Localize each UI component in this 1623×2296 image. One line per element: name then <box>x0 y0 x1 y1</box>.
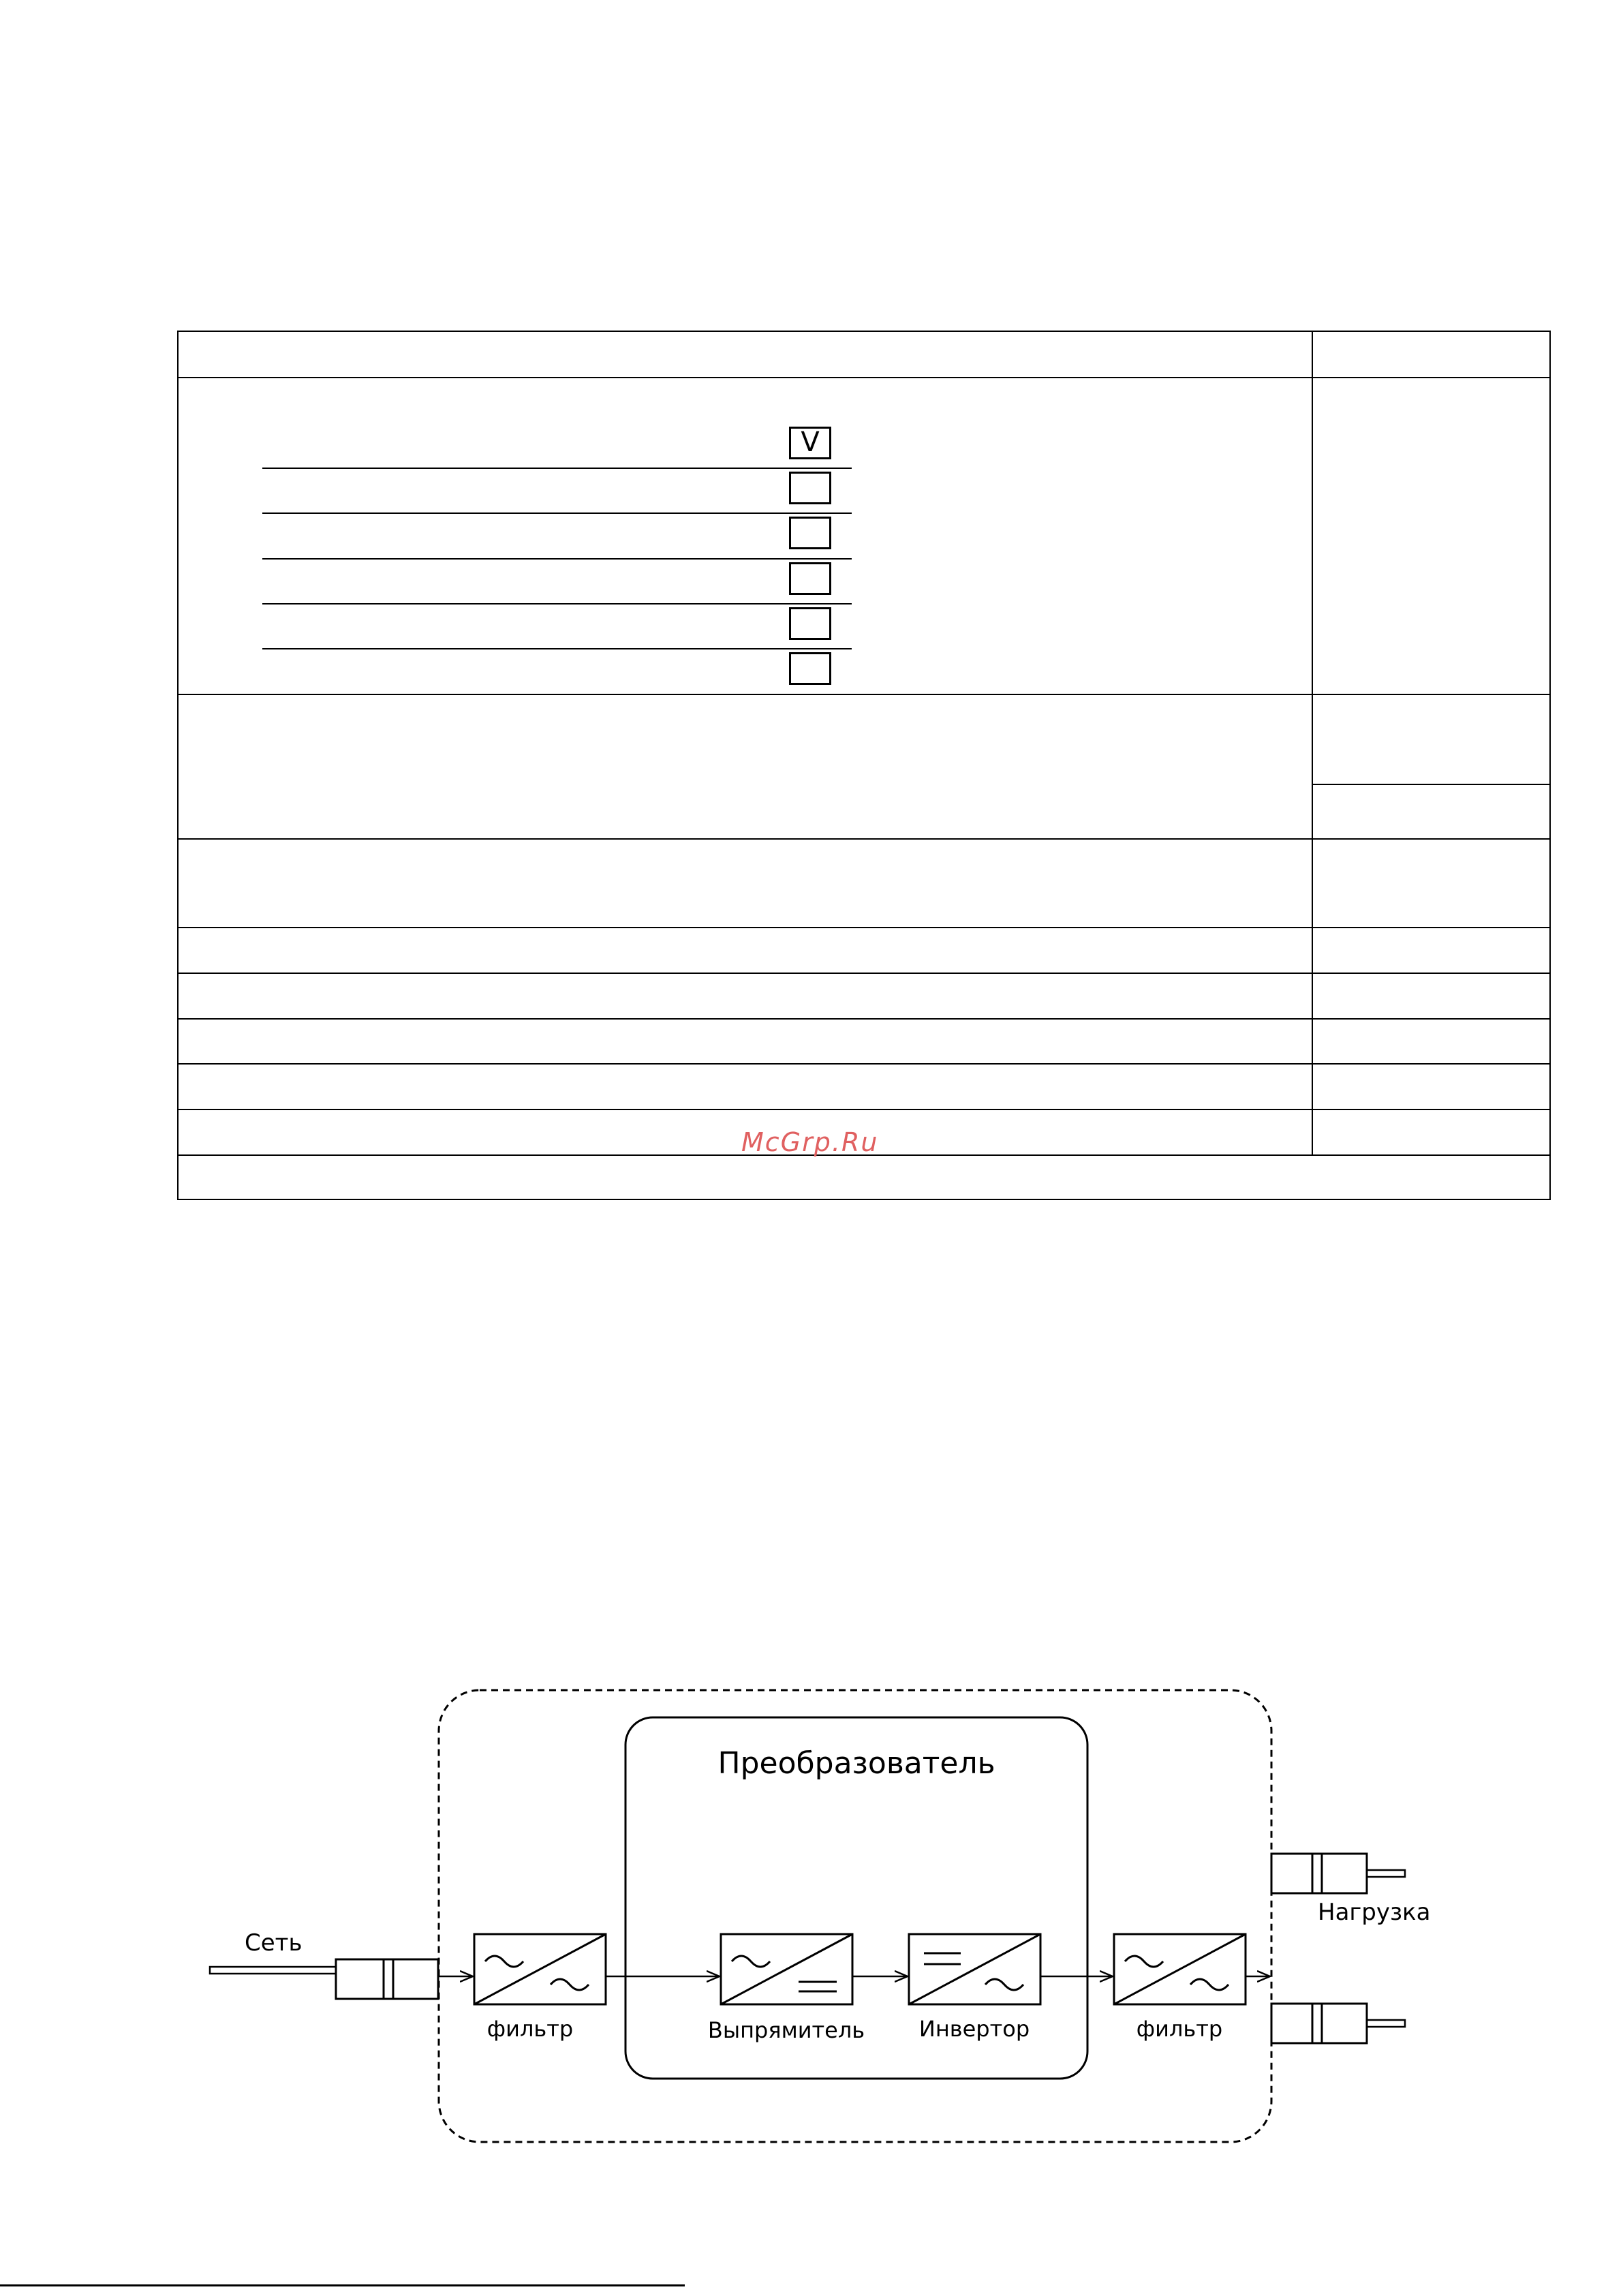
option-checkbox[interactable] <box>789 472 831 504</box>
table-frame <box>177 331 1551 1200</box>
option-checkbox[interactable]: V <box>789 427 831 459</box>
output-filter-label: фильтр <box>1136 2016 1223 2042</box>
row-divider <box>177 1063 1551 1065</box>
column-divider <box>1312 331 1313 1154</box>
option-checkbox[interactable] <box>789 562 831 595</box>
input-line <box>210 1636 336 1974</box>
row-divider <box>177 694 1551 695</box>
cell-divider <box>1312 784 1551 785</box>
rectifier-icon <box>721 1934 852 2004</box>
input-filter-label: фильтр <box>486 2016 574 2042</box>
watermark: McGrp.Ru <box>741 1127 879 1157</box>
option-checkbox[interactable] <box>789 607 831 640</box>
input-label: Сеть <box>245 1929 303 1957</box>
converter-title: Преобразователь <box>717 1746 995 1781</box>
inverter-label: Инвертор <box>918 2016 1030 2042</box>
input-filter-icon <box>474 1934 606 2004</box>
output-label: Нагрузка <box>1318 1899 1431 1926</box>
inverter-icon <box>909 1934 1040 2004</box>
output-filter-icon <box>1114 1934 1246 2004</box>
row-divider <box>177 973 1551 974</box>
row-divider <box>177 1109 1551 1110</box>
row-divider <box>177 377 1551 378</box>
row-divider <box>177 927 1551 928</box>
option-line <box>262 512 852 514</box>
output-connector-icon <box>1271 1854 1405 1893</box>
row-divider <box>177 1018 1551 1020</box>
option-line <box>262 468 852 469</box>
output-connector-icon <box>1271 2004 1405 2043</box>
option-line <box>262 558 852 560</box>
rectifier-label: Выпрямитель <box>707 2017 865 2043</box>
option-line <box>262 603 852 604</box>
footnote-rule <box>0 2284 685 2286</box>
option-checkbox[interactable] <box>789 652 831 685</box>
option-line <box>262 648 852 649</box>
row-divider <box>177 838 1551 840</box>
ups-block-diagram <box>0 1636 1623 2167</box>
option-checkbox[interactable] <box>789 517 831 549</box>
input-connector-icon <box>336 1959 438 1999</box>
